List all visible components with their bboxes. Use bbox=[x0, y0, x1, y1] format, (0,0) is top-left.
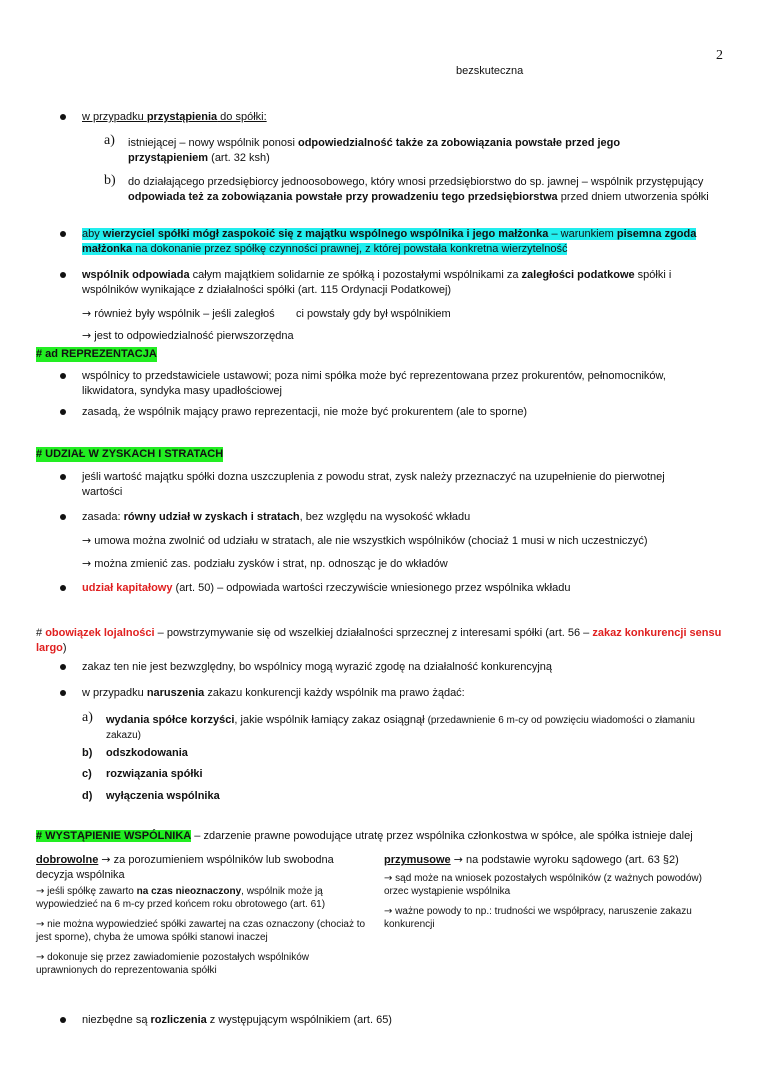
arrow-right-icon: → bbox=[82, 329, 92, 342]
repr-item-2: zasadą, że wspólnik mający prawo reprezentacji, nie może być prokurentem (ale to sporne) bbox=[82, 406, 528, 418]
arrow-right-icon: → bbox=[101, 853, 111, 866]
s1-b-t1: do działającego przedsiębiorcy jednoosobowego, który wnosi przedsiębiorstwo do sp. jawnej – wspólnik przystępujący bbox=[128, 176, 704, 188]
page-number: 2 bbox=[716, 48, 723, 63]
wyst-left-head bbox=[36, 852, 366, 883]
wyst-last-s: z występującym wspólnikiem (art. 65) bbox=[206, 1014, 392, 1026]
arrow-right-icon: → bbox=[36, 952, 45, 963]
wyst-l1 bbox=[36, 885, 356, 911]
s1-prefix: w przypadku bbox=[82, 111, 147, 123]
udzial-p1: jeśli wartość majątku spółki dozna uszczuplenia z powodu strat, zysk należy przeznaczyć na uzupełnienie do pierwotnej wartości bbox=[82, 471, 665, 498]
arrow-right-icon: → bbox=[453, 853, 463, 866]
bullet bbox=[60, 474, 66, 480]
s3-text bbox=[82, 268, 702, 298]
loj-c-text: rozwiązania spółki bbox=[106, 768, 203, 780]
s2-text bbox=[82, 227, 697, 257]
udzial-p3 bbox=[82, 581, 570, 596]
s1-b-t2: przed dniem utworzenia spółki bbox=[557, 191, 709, 203]
lojalnosc-heading bbox=[36, 626, 726, 656]
wyst-l2 bbox=[36, 918, 366, 944]
arrow-right-icon: → bbox=[82, 534, 92, 547]
wyst-l1-b: na czas nieoznaczony bbox=[136, 886, 242, 897]
bullet bbox=[60, 514, 66, 520]
s1-b-letter: b) bbox=[104, 173, 116, 188]
s3-b1: wspólnik odpowiada bbox=[82, 269, 190, 281]
s1-a-t2: (art. 32 ksh) bbox=[208, 152, 270, 164]
arrow-right-icon: → bbox=[82, 557, 92, 570]
loj-a-t: , jakie wspólnik łamiący zakaz osiągnął bbox=[234, 714, 428, 726]
loj-p2-b: naruszenia bbox=[146, 687, 205, 699]
wyst-r2 bbox=[384, 905, 714, 931]
bullet bbox=[60, 1017, 66, 1023]
udzial-p3-red: udział kapitałowy bbox=[82, 582, 173, 594]
bullet bbox=[60, 114, 66, 120]
wyst-right-head bbox=[384, 852, 724, 868]
wyst-head-t: – zdarzenie prawne powodujące utratę przez wspólnika członkostwa w spółce, ale spółka istnieje dalej bbox=[191, 830, 693, 842]
loj-t2: ) bbox=[62, 642, 67, 654]
wyst-l1-s: , wspólnik może ją wypowiedzieć na 6 m-cy przed końcem roku obrotowego (art. 61) bbox=[36, 886, 326, 910]
wyst-left-u: dobrowolne bbox=[36, 854, 99, 866]
arrow-right-icon: → bbox=[384, 906, 393, 917]
loj-a-letter: a) bbox=[82, 710, 93, 725]
s2-t3: na dokonanie przez spółkę czynności prawnej, z której powstała konkretna wierzytelność bbox=[132, 243, 568, 255]
heading-udzial: # UDZIAŁ W ZYSKACH I STRATACH bbox=[36, 448, 224, 460]
loj-d: d) bbox=[82, 790, 93, 802]
arrow-right-icon: → bbox=[36, 919, 45, 930]
s1-b-bold: odpowiada też za zobowiązania powstałe przy prowadzeniu tego przedsiębiorstwa bbox=[128, 191, 558, 203]
loj-a-b: wydania spółce korzyści bbox=[106, 714, 235, 726]
wyst-l3-t: dokonuje się przez zawiadomienie pozostałych wspólników uprawnionych do reprezentowania spółki bbox=[36, 952, 309, 976]
bullet bbox=[60, 409, 66, 415]
loj-p1: zakaz ten nie jest bezwzględny, bo wspólnicy mogą wyrazić zgodę na działalność konkurencyjną bbox=[82, 661, 552, 673]
s1-a-letter: a) bbox=[104, 133, 115, 148]
s2-t1: aby bbox=[82, 228, 103, 240]
repr-item-1: wspólnicy to przedstawiciele ustawowi; poza nimi spółka może być reprezentowana przez prokurentów, pełnomocników, likwidatora, syndyka masy upadłościowej bbox=[82, 370, 666, 397]
s2-b1: wierzyciel spółki mógł zaspokoić się z majątku wspólnego wspólnika i jego małżonka bbox=[102, 228, 549, 240]
bullet bbox=[60, 231, 66, 237]
s2-b2: pisemna zgoda małżonka bbox=[82, 228, 697, 255]
udzial-sub1-text: umowa można zwolnić od udziału w stratach, ale nie wszystkich wspólników (chociaż 1 musi w nich uczestniczyć) bbox=[91, 535, 648, 547]
wyst-l2-t: nie można wypowiedzieć spółki zawartej na czas oznaczony (chociaż to jest sporne), chyba że umowa spółki stanowi inaczej bbox=[36, 919, 366, 943]
wyst-r1-t: sąd może na wniosek pozostałych wspólników (z ważnych powodów) orzec wystąpienie wspólnika bbox=[384, 873, 702, 897]
header-word: bezskuteczna bbox=[456, 65, 524, 77]
loj-p2 bbox=[82, 686, 465, 701]
s1-line bbox=[82, 110, 267, 125]
bullet bbox=[60, 373, 66, 379]
udzial-sub2 bbox=[82, 556, 448, 572]
s3-sub2 bbox=[82, 328, 294, 344]
wyst-r1 bbox=[384, 872, 724, 898]
loj-a-text bbox=[106, 713, 726, 743]
wyst-r2-t: ważne powody to np.: trudności we współpracy, naruszenie zakazu konkurencji bbox=[384, 906, 692, 930]
udzial-p2-t: zasada: bbox=[82, 511, 124, 523]
udzial-p3-s: (art. 50) – odpowiada wartości rzeczywiście wniesionego przez wspólnika wkładu bbox=[172, 582, 571, 594]
wyst-last-b: rozliczenia bbox=[150, 1014, 207, 1026]
wyst-left-t: za porozumieniem wspólników lub swobodna decyzja wspólnika bbox=[36, 854, 334, 881]
s3-sub1 bbox=[82, 306, 451, 322]
loj-a-small: (przedawnienie 6 m-cy od powzięciu wiadomości o złamaniu zakazu) bbox=[106, 715, 695, 741]
udzial-p2 bbox=[82, 510, 470, 525]
s3-sub1-text: również były wspólnik – jeśli zaległoś ci powstały gdy był wspólnikiem bbox=[91, 308, 451, 320]
udzial-p2-s: , bez względu na wysokość wkładu bbox=[299, 511, 471, 523]
s1-suffix: do spółki: bbox=[217, 111, 267, 123]
s3-b2: zaległości podatkowe bbox=[521, 269, 635, 281]
loj-red1: obowiązek lojalności bbox=[45, 627, 155, 639]
loj-p2-s: zakazu konkurencji każdy wspólnik ma prawo żądać: bbox=[204, 687, 465, 699]
wyst-last-t: niezbędne są bbox=[82, 1014, 151, 1026]
wyst-head: # WYSTĄPIENIE WSPÓLNIKA bbox=[36, 830, 192, 842]
loj-red2: zakaz konkurencji sensu largo bbox=[36, 627, 722, 654]
wyst-l1-t: jeśli spółkę zawarto bbox=[44, 886, 137, 897]
loj-b: b) bbox=[82, 747, 93, 759]
loj-b-text: odszkodowania bbox=[106, 747, 188, 759]
wyst-l3 bbox=[36, 951, 356, 977]
s3-t2: spółki i wspólników wynikające z działalności spółki (art. 115 Ordynacji Podatkowej) bbox=[82, 269, 672, 296]
wystapienie-heading bbox=[36, 829, 736, 844]
s1-bold: przystąpienia bbox=[146, 111, 218, 123]
udzial-p2-b: równy udział w zyskach i stratach bbox=[123, 511, 300, 523]
s3-t1: całym majątkiem solidarnie ze spółką i pozostałymi wspólnikami za bbox=[189, 269, 522, 281]
wyst-right-t: na podstawie wyroku sądowego (art. 63 §2) bbox=[462, 854, 679, 866]
s3-sub2-text: jest to odpowiedzialność pierwszorzędna bbox=[91, 330, 294, 342]
s1-a-t1: istniejącej – nowy wspólnik ponosi bbox=[128, 137, 298, 149]
udzial-sub1 bbox=[82, 533, 648, 549]
udzial-sub2-text: można zmienić zas. podziału zysków i strat, np. odnosząc je do wkładów bbox=[91, 558, 448, 570]
bullet bbox=[60, 585, 66, 591]
arrow-right-icon: → bbox=[384, 873, 393, 884]
s1-a-bold: odpowiedzialność także za zobowiązania powstałe przed jego przystąpieniem bbox=[128, 137, 621, 164]
loj-t1: – powstrzymywanie się od wszelkiej działalności sprzecznej z interesami spółki (art. 56 – bbox=[154, 627, 593, 639]
s1-a-text bbox=[128, 136, 688, 166]
bullet bbox=[60, 272, 66, 278]
loj-d-text: wyłączenia wspólnika bbox=[106, 790, 220, 802]
wyst-last bbox=[82, 1013, 392, 1028]
loj-p2-t: w przypadku bbox=[82, 687, 147, 699]
arrow-right-icon: → bbox=[82, 307, 92, 320]
loj-hash: # bbox=[36, 627, 46, 639]
loj-c: c) bbox=[82, 768, 92, 780]
s2-t2: – warunkiem bbox=[548, 228, 617, 240]
arrow-right-icon: → bbox=[36, 886, 45, 897]
bullet bbox=[60, 664, 66, 670]
s1-b-text bbox=[128, 175, 718, 205]
bullet bbox=[60, 690, 66, 696]
heading-reprezentacja: # ad REPREZENTACJA bbox=[36, 348, 157, 360]
wyst-right-u: przymusowe bbox=[384, 854, 451, 866]
